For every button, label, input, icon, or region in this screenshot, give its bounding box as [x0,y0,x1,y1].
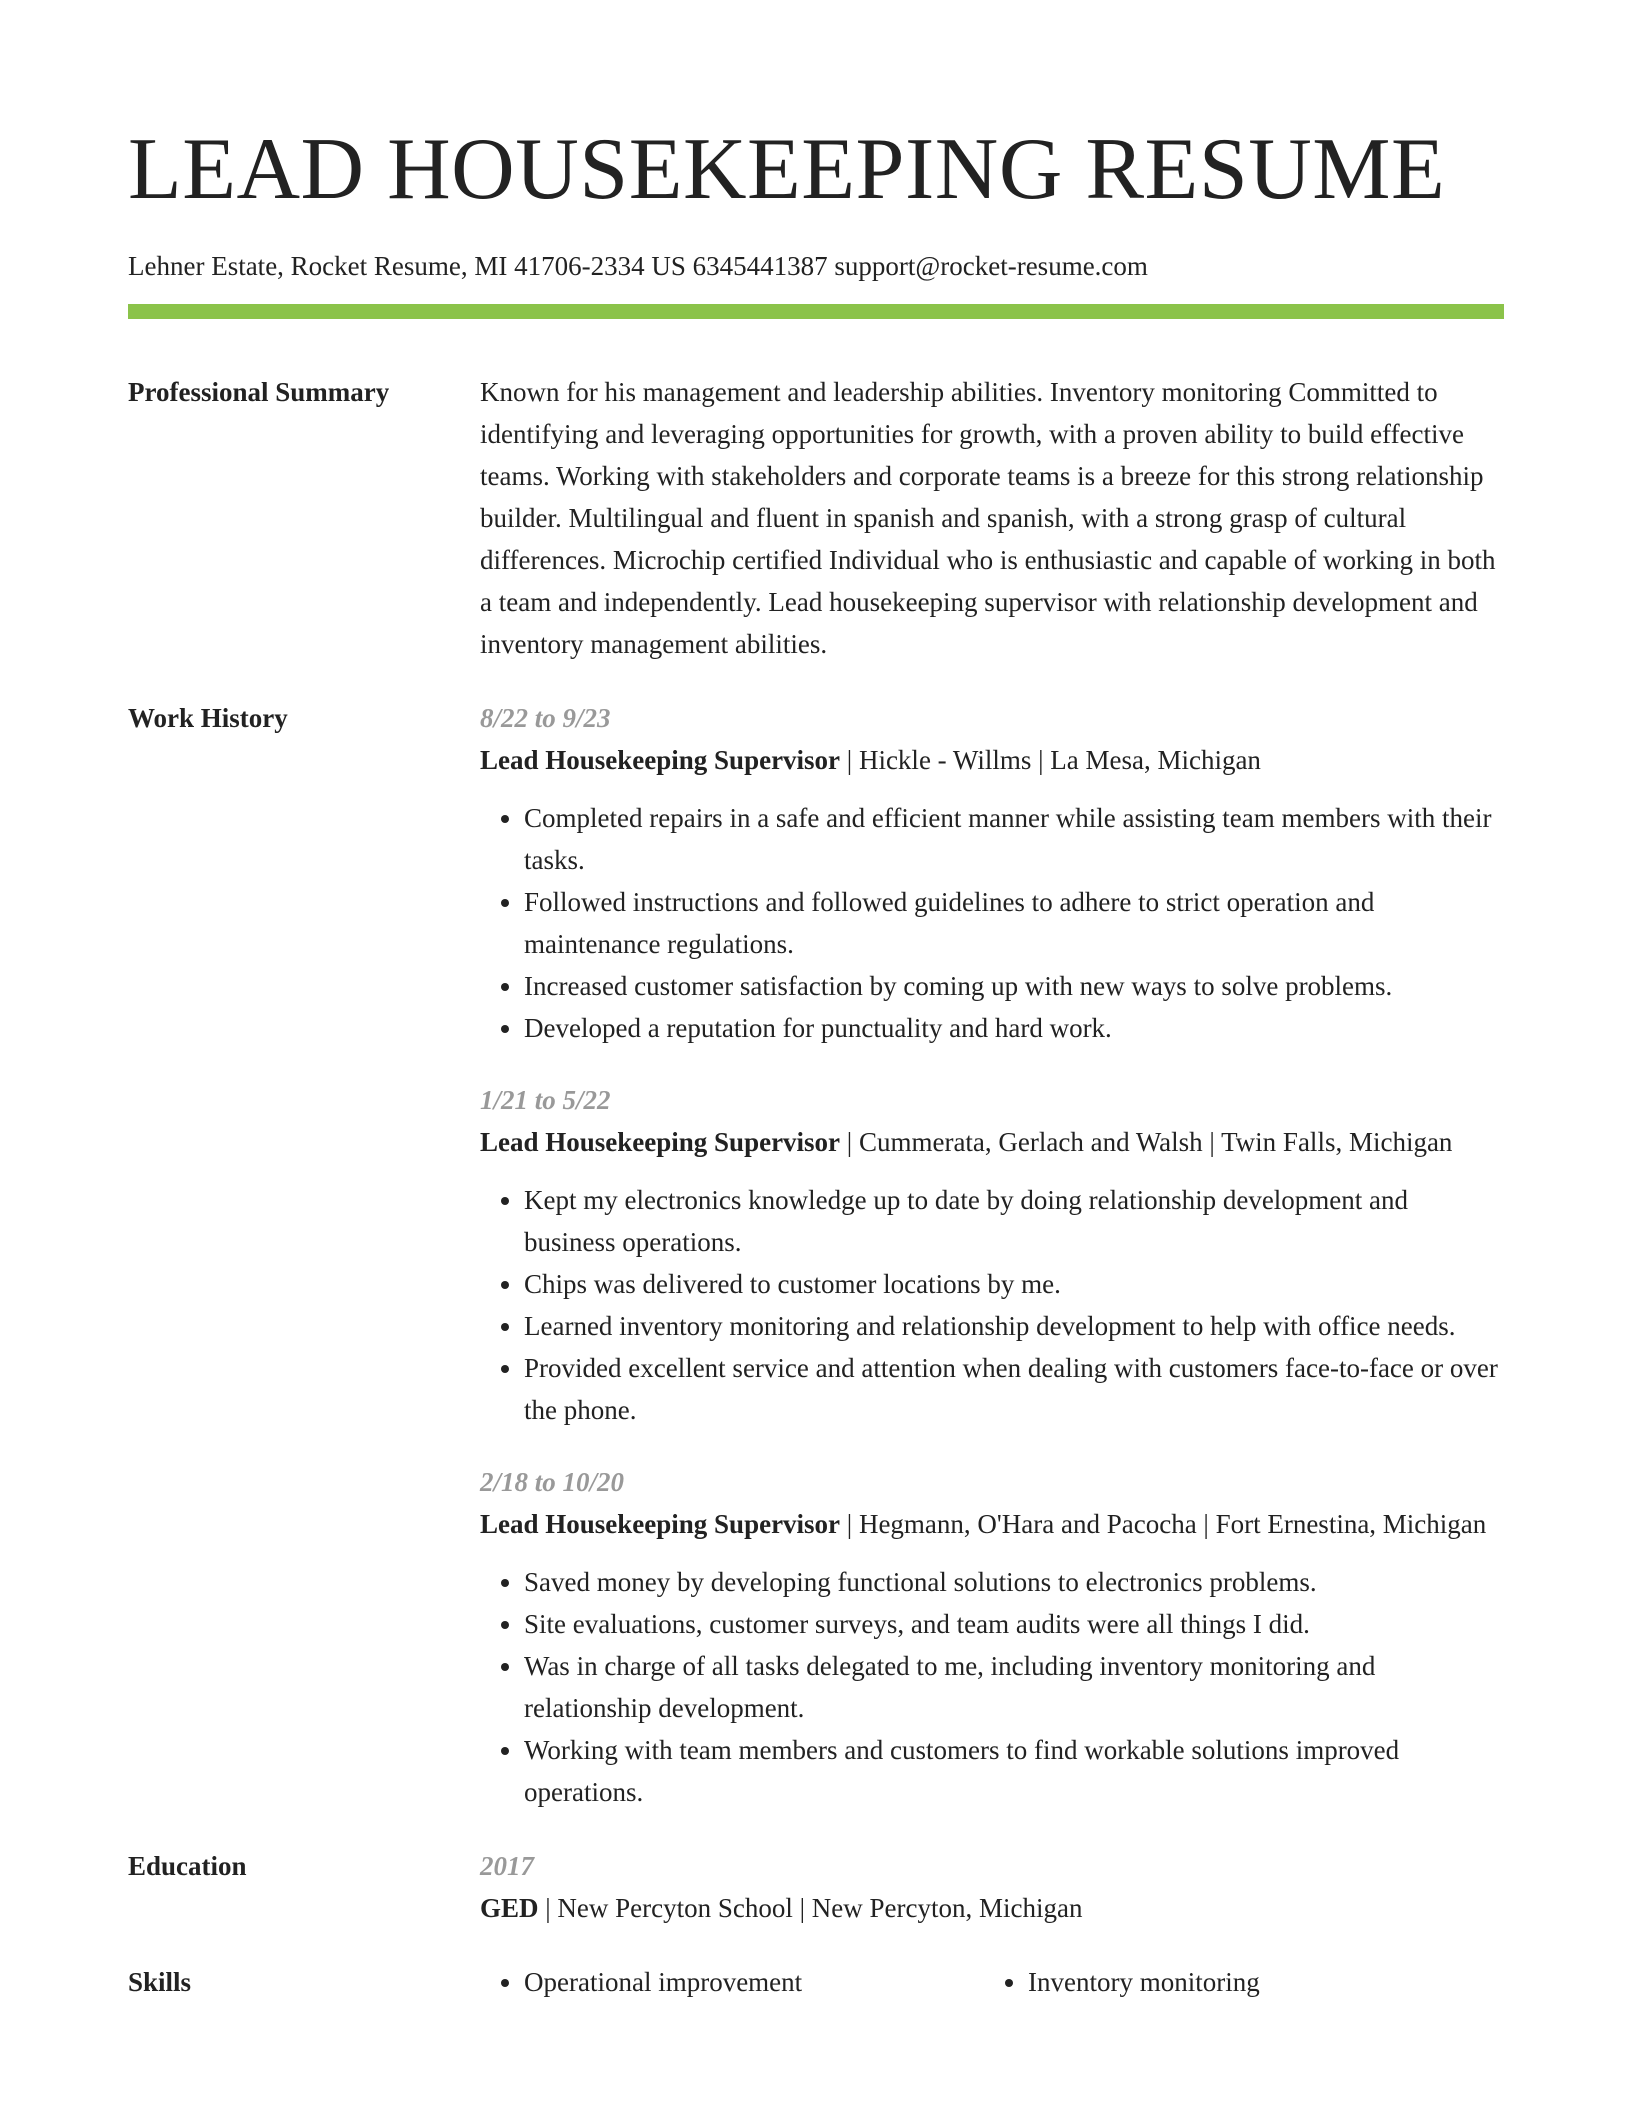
job-bullet: • Chips was delivered to customer locations by me. [524,1263,1504,1305]
job-date: 2/18 to 10/20 [480,1467,625,1497]
job-entry [480,1461,1504,1813]
summary-text: Known for his management and leadership abilities. Inventory monitoring Committed to identifying and leveraging opportunities for growth, with a proven ability to build effective teams. Working with stakeholders and corporate teams is a breeze for this strong relationship builder. Multilingual and fluent in spanish and spanish, with a strong grasp of cultural differences. Microchip certified Individual who is enthusiastic and capable of working in both a team and independently. Lead housekeeping supervisor with relationship development and inventory management abilities. [480,377,1496,659]
skill-item: • Operational improvement [524,1961,1028,2003]
summary-label: Professional Summary [128,377,390,407]
job-bullet: • Completed repairs in a safe and efficient manner while assisting team members with their tasks. [524,797,1504,881]
job-entry [480,697,1504,1049]
job-date: 8/22 to 9/23 [480,703,611,733]
skills-list [480,1961,1504,2003]
header-divider [128,304,1504,319]
job-bullets [480,1179,1504,1431]
job-title-line [480,1503,1504,1545]
job-title-line [480,1121,1504,1163]
summary-section [128,371,1504,665]
resume-title: LEAD HOUSEKEEPING RESUME [128,121,1446,218]
skill-item: • Inventory monitoring [1028,1961,1504,2003]
job-employer: | Cummerata, Gerlach and Walsh | Twin Falls, Michigan [840,1127,1453,1157]
job-role: Lead Housekeeping Supervisor [480,1509,841,1539]
education-body [480,1845,1504,1929]
job-bullet: • Provided excellent service and attention when dealing with customers face-to-face or over the phone. [524,1347,1504,1431]
job-bullet: • Followed instructions and followed guidelines to adhere to strict operation and maintenance regulations. [524,881,1504,965]
skills-section [128,1961,1504,2003]
job-bullet: • Saved money by developing functional solutions to electronics problems. [524,1561,1504,1603]
job-date: 1/21 to 5/22 [480,1085,611,1115]
job-entry [480,1079,1504,1431]
job-bullets [480,1561,1504,1813]
education-degree: GED [480,1893,539,1923]
job-role: Lead Housekeeping Supervisor [480,1127,841,1157]
work-history-list [480,697,1504,1813]
contact-line: Lehner Estate, Rocket Resume, MI 41706-2334 US 6345441387 support@rocket-resume.com [128,251,1148,281]
job-bullet: • Kept my electronics knowledge up to date by doing relationship development and business operations. [524,1179,1504,1263]
job-employer: | Hegmann, O'Hara and Pacocha | Fort Ernestina, Michigan [840,1509,1487,1539]
job-bullet: • Working with team members and customers to find workable solutions improved operations. [524,1729,1504,1813]
skills-body [480,1961,1504,2003]
skills-label: Skills [128,1967,192,1997]
education-line [480,1887,1504,1929]
job-bullet: • Developed a reputation for punctuality and hard work. [524,1007,1504,1049]
job-bullet: • Was in charge of all tasks delegated to me, including inventory monitoring and relationship development. [524,1645,1504,1729]
work-history-section [128,697,1504,1813]
education-label: Education [128,1851,247,1881]
education-school: | New Percyton School | New Percyton, Michigan [538,1893,1083,1923]
job-bullet: • Increased customer satisfaction by coming up with new ways to solve problems. [524,965,1504,1007]
education-date: 2017 [480,1851,534,1881]
job-bullet: • Learned inventory monitoring and relationship development to help with office needs. [524,1305,1504,1347]
education-section [128,1845,1504,1929]
job-bullets [480,797,1504,1049]
job-title-line [480,739,1504,781]
job-employer: | Hickle - Willms | La Mesa, Michigan [840,745,1261,775]
job-role: Lead Housekeeping Supervisor [480,745,841,775]
work-history-label: Work History [128,703,288,733]
job-bullet: • Site evaluations, customer surveys, and team audits were all things I did. [524,1603,1504,1645]
